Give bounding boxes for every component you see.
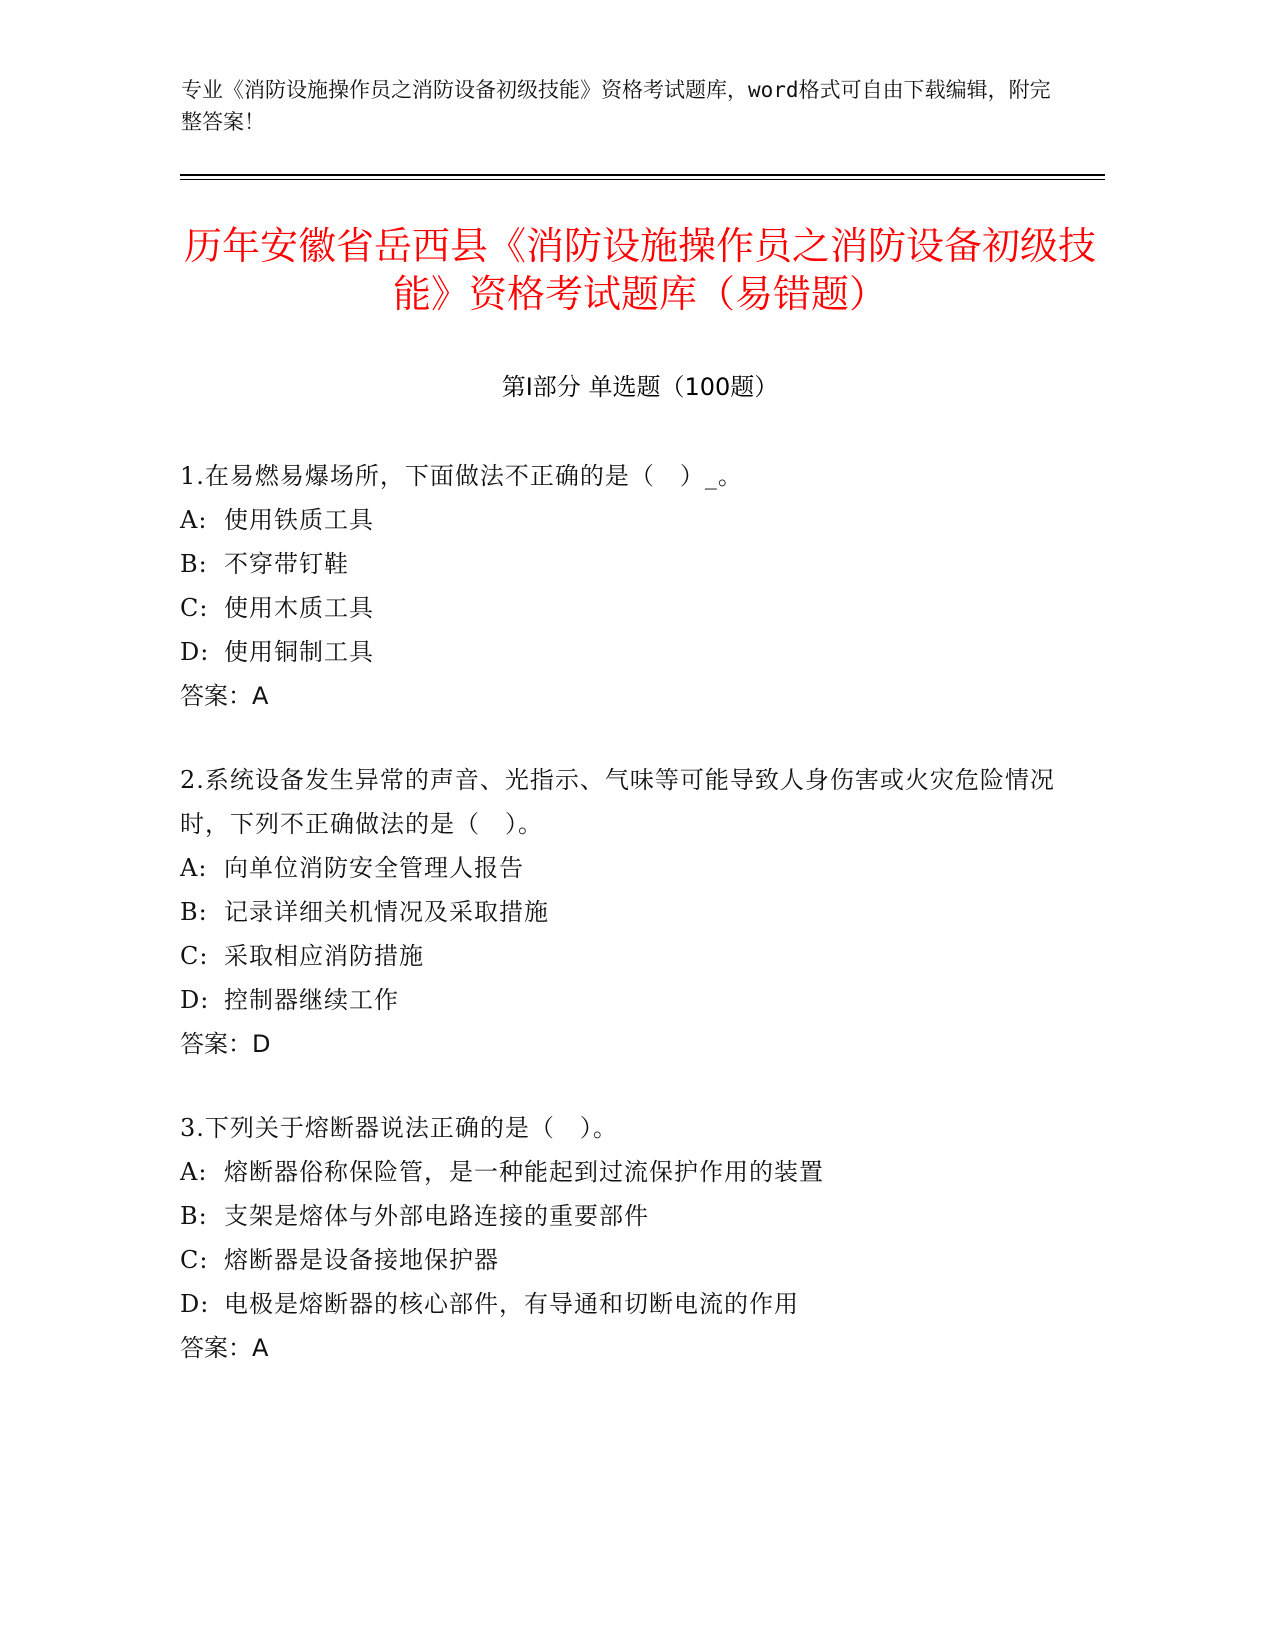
option-letter: C: [180, 942, 209, 970]
document-title: 历年安徽省岳西县《消防设施操作员之消防设备初级技能》资格考试题库（易错题） [183, 224, 1096, 316]
option-letter: B: [180, 898, 208, 926]
question-option-d [180, 630, 1080, 674]
option-text: 使用铁质工具 [224, 506, 374, 534]
question-option-d [180, 1282, 1080, 1326]
question-2 [180, 758, 1080, 1066]
question-option-b [180, 542, 1080, 586]
question-stem: 2.系统设备发生异常的声音、光指示、气味等可能导致人身伤害或火灾危险情况时，下列不正确做法的是（ ）。 [180, 766, 1055, 838]
option-letter: C: [180, 594, 209, 622]
question-3 [180, 1106, 1080, 1370]
header-divider-thick [180, 174, 1105, 176]
option-text: 记录详细关机情况及采取措施 [224, 898, 549, 926]
question-option-a [180, 846, 1080, 890]
question-option-a [180, 498, 1080, 542]
question-option-b [180, 1194, 1080, 1238]
option-text: 支架是熔体与外部电路连接的重要部件 [224, 1202, 649, 1230]
question-answer: 答案：A [180, 682, 269, 710]
option-letter: C: [180, 1246, 209, 1274]
question-option-d [180, 978, 1080, 1022]
option-letter: D: [180, 1290, 210, 1318]
option-text: 控制器继续工作 [224, 986, 399, 1014]
question-option-b [180, 890, 1080, 934]
option-letter: D: [180, 638, 210, 666]
question-option-c [180, 1238, 1080, 1282]
option-letter: D: [180, 986, 210, 1014]
question-option-a [180, 1150, 1080, 1194]
section-heading: 第Ⅰ部分 单选题（100题） [501, 373, 779, 401]
header-divider-thin [180, 179, 1105, 180]
question-answer: 答案：D [180, 1030, 271, 1058]
option-text: 使用铜制工具 [224, 638, 374, 666]
option-text: 采取相应消防措施 [224, 942, 424, 970]
option-text: 不穿带钉鞋 [224, 550, 349, 578]
option-letter: A: [180, 1158, 208, 1186]
option-text: 使用木质工具 [224, 594, 374, 622]
question-1 [180, 454, 1080, 718]
option-letter: A: [180, 854, 208, 882]
question-option-c [180, 934, 1080, 978]
option-text: 熔断器俗称保险管，是一种能起到过流保护作用的装置 [224, 1158, 824, 1186]
question-answer: 答案：A [180, 1334, 269, 1362]
option-text: 电极是熔断器的核心部件，有导通和切断电流的作用 [224, 1290, 799, 1318]
question-stem: 1.在易燃易爆场所，下面做法不正确的是（ ）_。 [180, 462, 743, 490]
question-stem: 3.下列关于熔断器说法正确的是（ ）。 [180, 1114, 618, 1142]
option-letter: B: [180, 550, 208, 578]
option-letter: A: [180, 506, 208, 534]
header-note: 专业《消防设施操作员之消防设备初级技能》资格考试题库，word格式可自由下载编辑，附完整答案！ [181, 78, 1051, 134]
option-text: 熔断器是设备接地保护器 [224, 1246, 499, 1274]
question-option-c [180, 586, 1080, 630]
option-text: 向单位消防安全管理人报告 [224, 854, 524, 882]
option-letter: B: [180, 1202, 208, 1230]
